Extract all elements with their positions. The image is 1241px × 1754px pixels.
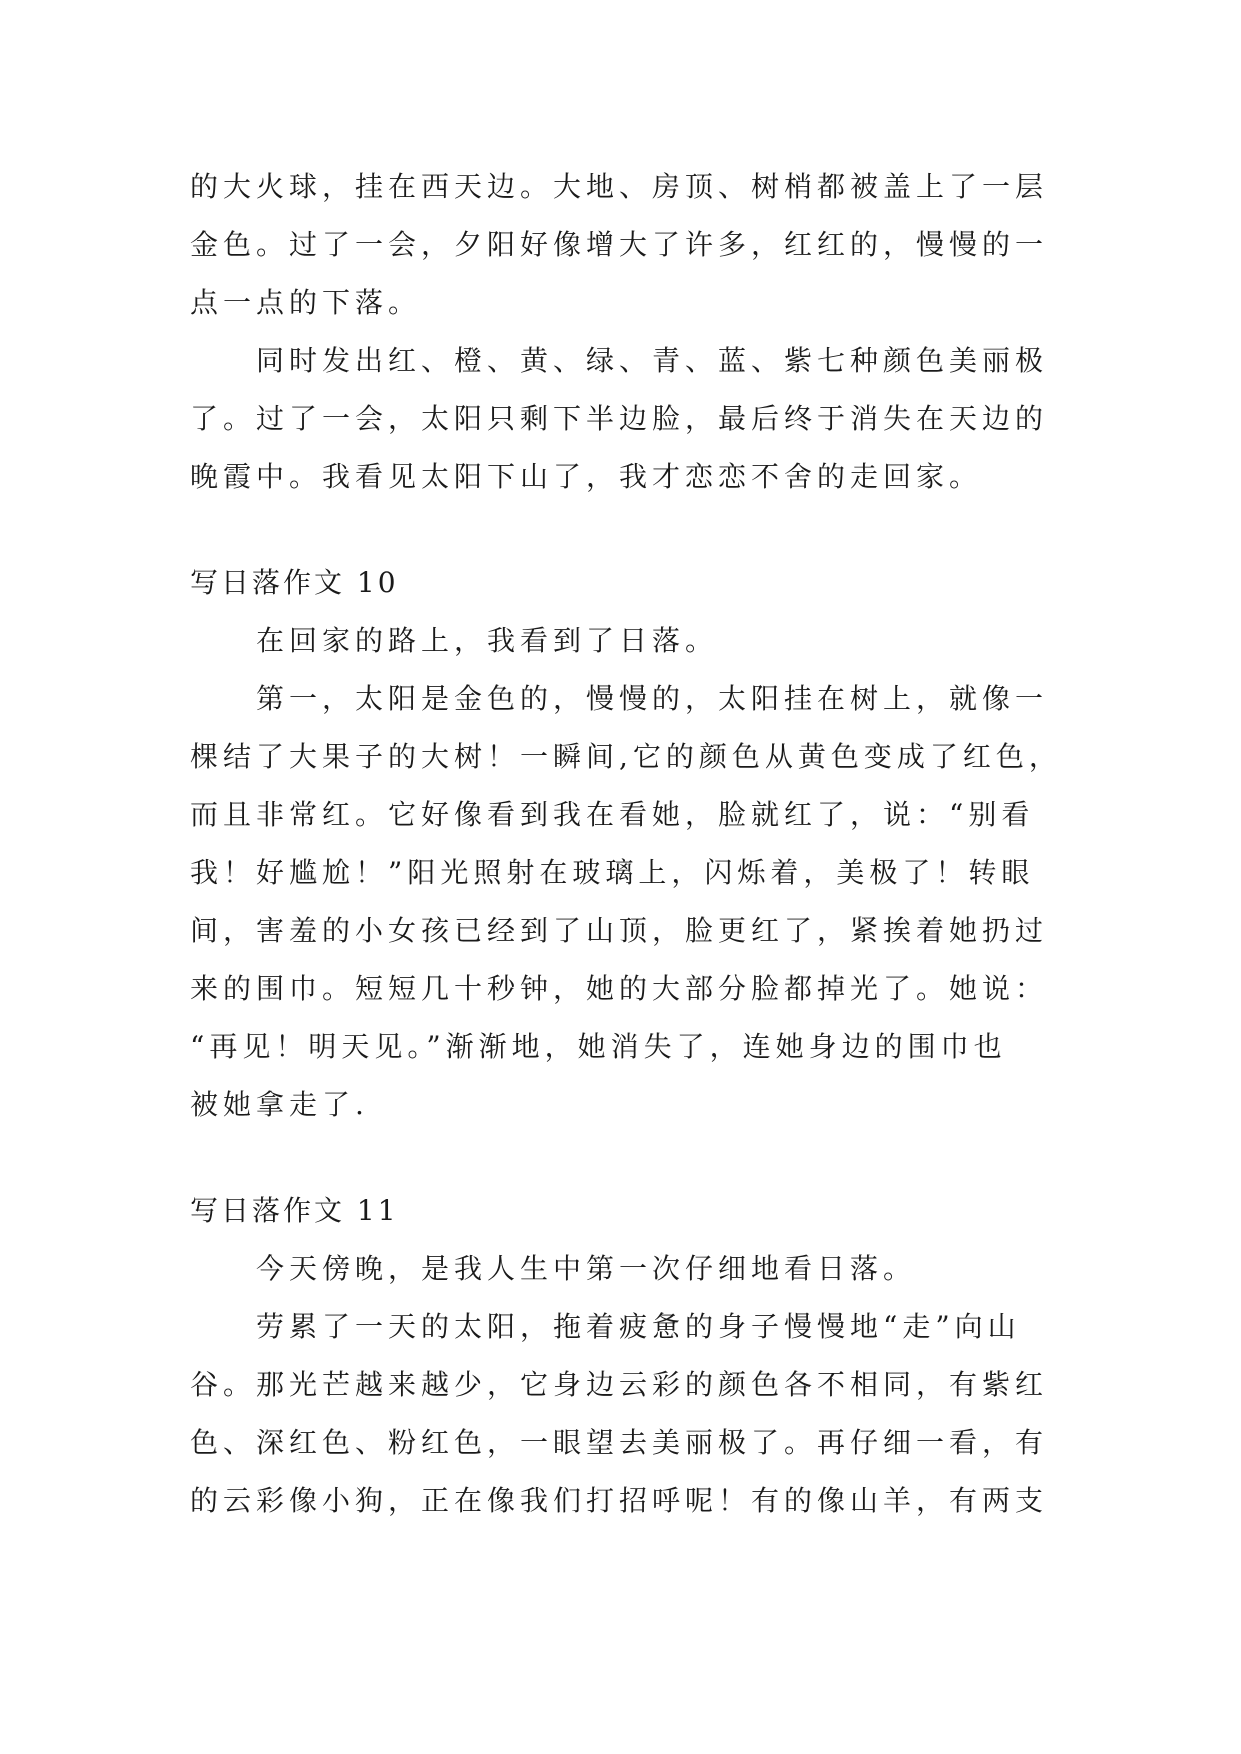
document-body [190,158,1062,1530]
text-line: 金色。过了一会，夕阳好像增大了许多，红红的，慢慢的一 [190,228,1049,261]
text-line: 今天傍晚，是我人生中第一次仔细地看日落。 [256,1252,917,1285]
section-gap [190,506,1050,554]
text-line: 同时发出红、橙、黄、绿、青、蓝、紫七种颜色美丽极 [256,344,1049,377]
text-line: 谷。那光芒越来越少，它身边云彩的颜色各不相同，有紫红 [190,1368,1049,1401]
text-line: 色、深红色、粉红色，一眼望去美丽极了。再仔细一看，有 [190,1426,1049,1459]
text-line: 劳累了一天的太阳，拖着疲惫的身子慢慢地“走”向山 [256,1310,1021,1343]
essay-title: 写日落作文 10 [190,566,399,599]
text-line: 的大火球，挂在西天边。大地、房顶、树梢都被盖上了一层 [190,170,1049,203]
text-line: 点一点的下落。 [190,286,422,319]
text-line: 在回家的路上，我看到了日落。 [256,624,719,657]
text-line: 晚霞中。我看见太阳下山了，我才恋恋不舍的走回家。 [190,460,983,493]
text-line: 来的围巾。短短几十秒钟，她的大部分脸都掉光了。她说： [190,972,1049,1005]
text-line: 而且非常红。它好像看到我在看她，脸就红了，说：“别看 [190,798,1035,831]
section-gap [190,1134,1050,1182]
text-line: 棵结了大果子的大树！一瞬间,它的颜色从黄色变成了红色， [190,740,1062,773]
text-line: 间，害羞的小女孩已经到了山顶，脸更红了，紧挨着她扔过 [190,914,1049,947]
text-line: 我！好尴尬！”阳光照射在玻璃上，闪烁着，美极了！转眼 [190,856,1035,889]
text-line: 了。过了一会，太阳只剩下半边脸，最后终于消失在天边的 [190,402,1049,435]
text-line: 第一，太阳是金色的，慢慢的，太阳挂在树上，就像一 [256,682,1049,715]
text-line: 被她拿走了. [190,1088,369,1121]
text-line: “再见！明天见。”渐渐地，她消失了，连她身边的围巾也 [190,1030,1007,1063]
text-line: 的云彩像小狗，正在像我们打招呼呢！有的像山羊，有两支 [190,1484,1049,1517]
essay-title: 写日落作文 11 [190,1194,399,1227]
